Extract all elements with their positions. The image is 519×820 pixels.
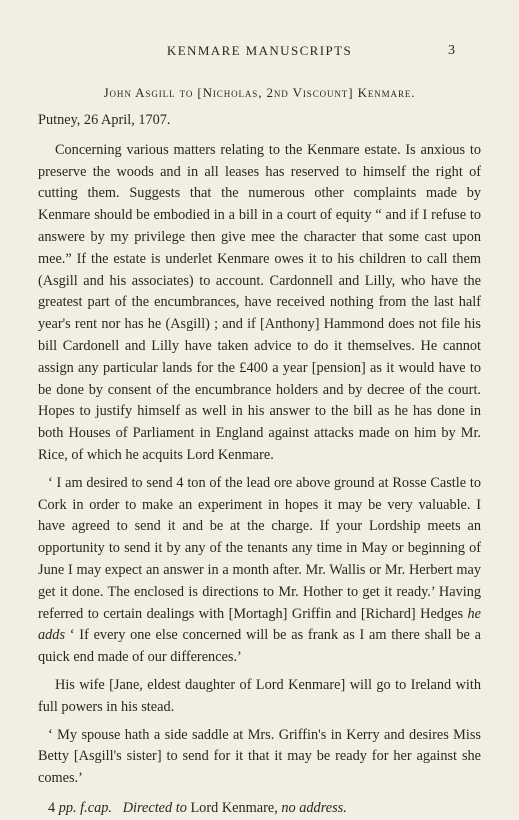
page-number: 3 bbox=[448, 43, 455, 58]
wife-paragraph: His wife [Jane, eldest daughter of Lord Kenmare] will go to Ireland with full powers in his stead. bbox=[38, 676, 481, 715]
directed-label: Directed to bbox=[122, 799, 187, 816]
entry-heading: John Asgill to [Nicholas, 2nd Viscount] Kenmare. bbox=[103, 85, 416, 100]
page-count: 4 bbox=[48, 799, 56, 816]
entry-body bbox=[38, 110, 481, 820]
endorsement-line bbox=[48, 798, 481, 820]
quote-paragraph bbox=[38, 473, 481, 669]
quote-text: ‘ I am desired to send 4 ton of the lead ore above ground at Rosse Castle to Cork in order to make an experiment in hopes it may be very valuable. I have agreed to send it and be at the charge. If your Lordship meets an opportunity to send it by any of the tenants any time in May or beginning of June I may expect an answer in a month after. Mr. Wallis or Mr. Herbert may get it done. The enclosed is directions to Mr. Hother to get it ready.’ Having referred to certain dealings with [Mortagh] Griffin and [Richard] Hedges bbox=[38, 474, 481, 622]
summary-paragraph: Concerning various matters relating to the Kenmare estate. Is anxious to preserve the woods and in all leases has reserved to himself the right of cutting them. Suggests that the numerous other complaints made by Kenmare should be embodied in a bill in a court of equity “ and if I refuse to answere by my privilege then give mee the character that some cast upon mee.” If the estate is underlet Kenmare owes it to his children to call them (Asgill and his associates) to account. Cardonnell and Lilly, who have the greatest part of the encumbrances, have received nothing from the last half year's rent nor has he (Asgill) ; and if [Anthony] Hammond does not file his bill Cardonell and Lilly have taken advice to do it themselves. He cannot assign any particular lands for the £400 a year [pension] as it would have to be done by consent of the encumbrance holders and by decree of the court. Hopes to justify himself as well in his answer to the bill as he has done in both Houses of Parliament in England against attacks made on him by Mr. Rice, of which he acquits Lord Kenmare. bbox=[38, 141, 481, 463]
saddle-paragraph: ‘ My spouse hath a side saddle at Mrs. Griffin's in Kerry and desires Miss Betty [Asgill's sister] to send for it that it may be ready for her against she comes.’ bbox=[38, 726, 481, 787]
dateline: Putney, 26 April, 1707. bbox=[38, 112, 171, 128]
addressee: Lord Kenmare, bbox=[190, 799, 278, 816]
address-note: no address. bbox=[281, 799, 347, 816]
running-head bbox=[0, 42, 519, 60]
format-note: pp. f.cap. bbox=[58, 799, 112, 816]
italic-aside: he adds bbox=[38, 605, 481, 644]
running-title: KENMARE MANUSCRIPTS bbox=[166, 43, 353, 58]
quote-tail: ‘ If every one else concerned will be as frank as I am there shall be a quick end made of our differences.’ bbox=[38, 627, 481, 666]
